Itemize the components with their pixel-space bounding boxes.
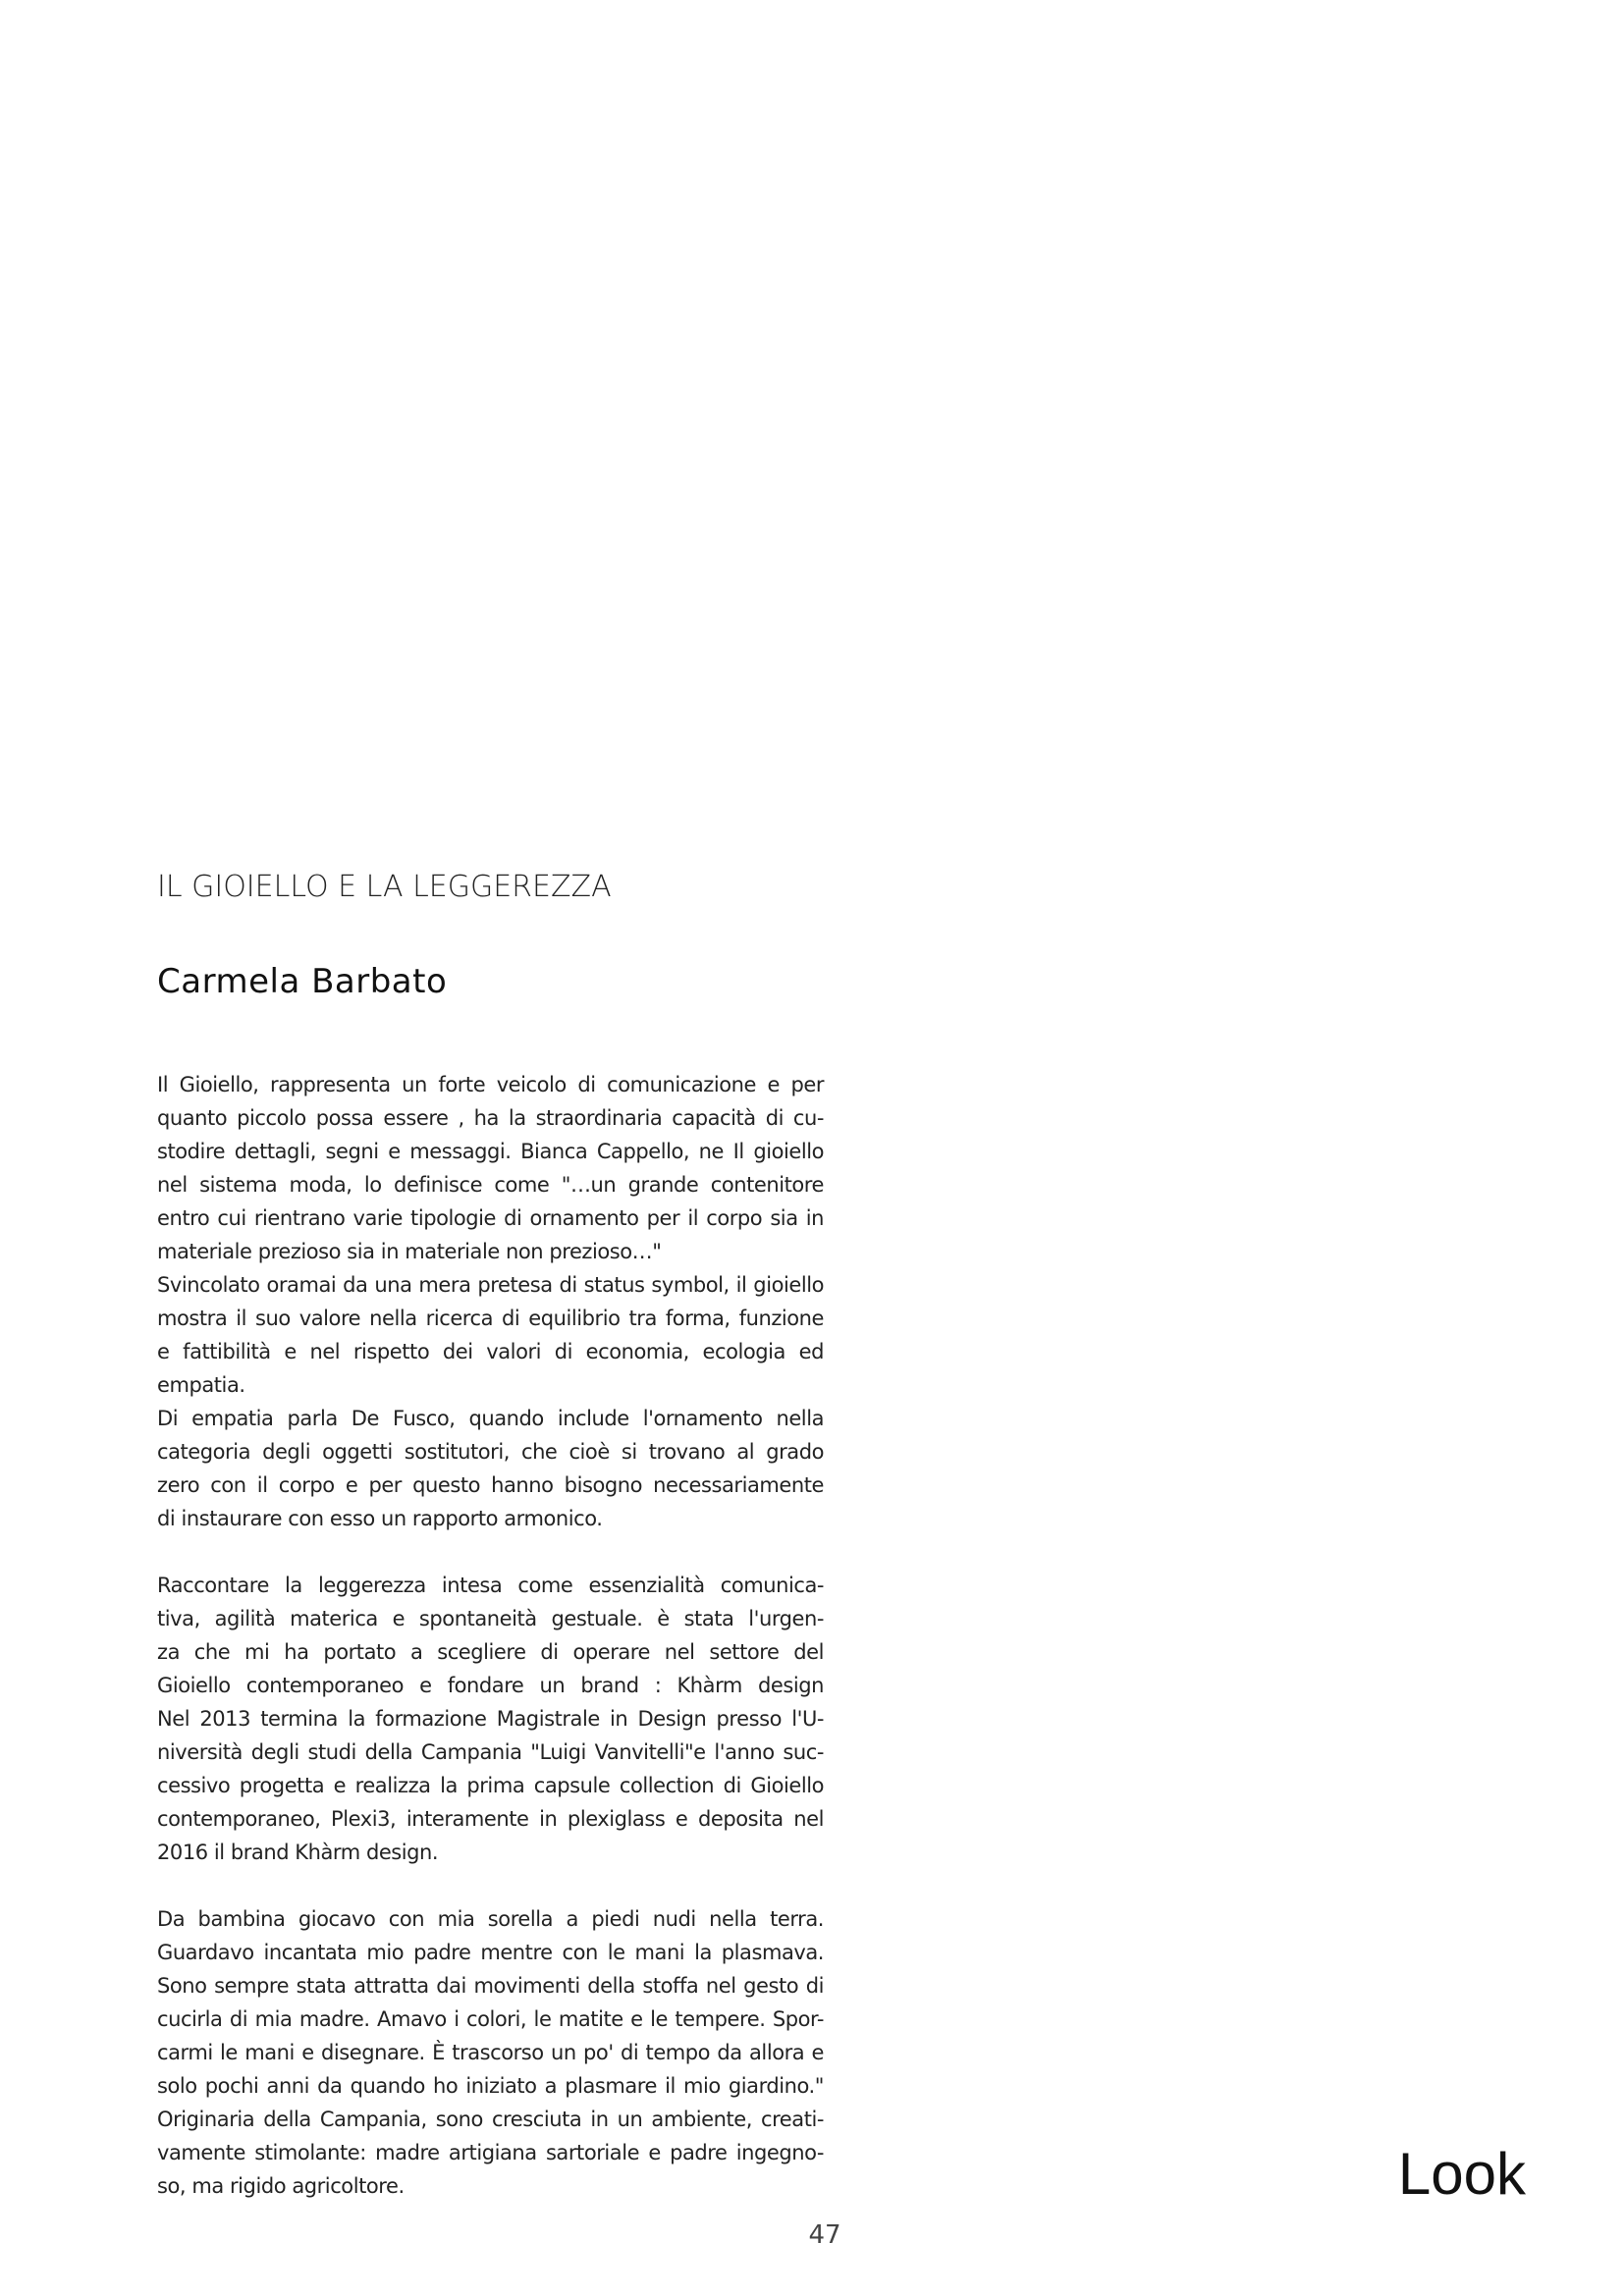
article-author: Carmela Barbato — [157, 962, 448, 1001]
text-line: Il Gioiello, rappresenta un forte veicolo di comunicazione e per — [157, 1073, 824, 1096]
text-line: entro cui rientrano varie tipologie di ornamento per il corpo sia in — [157, 1206, 824, 1230]
text-line: categoria degli oggetti sostitutori, che cioè si trovano al grado — [157, 1440, 824, 1464]
text-line: Nel 2013 termina la formazione Magistrale in Design presso l'U- — [157, 1707, 824, 1731]
text-line: mostra il suo valore nella ricerca di equilibrio tra forma, funzione — [157, 1307, 824, 1330]
text-line: carmi le mani e disegnare. È trascorso un po' di tempo da allora e — [157, 2041, 824, 2064]
text-line: Svincolato oramai da una mera pretesa di status symbol, il gioiello — [157, 1273, 824, 1297]
text-line: za che mi ha portato a scegliere di operare nel settore del — [157, 1640, 824, 1664]
text-line: cucirla di mia madre. Amavo i colori, le matite e le tempere. Spor- — [157, 2007, 824, 2031]
text-line: so, ma rigido agricoltore. — [157, 2174, 405, 2198]
text-line: zero con il corpo e per questo hanno bisogno necessariamente — [157, 1473, 824, 1497]
text-line: Originaria della Campania, sono cresciuta in un ambiente, creati- — [157, 2108, 824, 2131]
text-line: Gioiello contemporaneo e fondare un brand : Khàrm design — [157, 1674, 824, 1697]
text-line: tiva, agilità materica e spontaneità gestuale. è stata l'urgen- — [157, 1607, 824, 1630]
page-number: 47 — [808, 2220, 841, 2250]
text-line: e fattibilità e nel rispetto dei valori di economia, ecologia ed — [157, 1340, 824, 1363]
paragraph-2 — [157, 1569, 824, 1869]
text-line: Sono sempre stata attratta dai movimenti della stoffa nel gesto di — [157, 1974, 824, 1998]
text-line: cessivo progetta e realizza la prima capsule collection di Gioiello — [157, 1774, 824, 1797]
text-line: niversità degli studi della Campania "Luigi Vanvitelli"e l'anno suc- — [157, 1740, 824, 1764]
text-line: 2016 il brand Khàrm design. — [157, 1841, 439, 1864]
section-label: Look — [1397, 2141, 1526, 2207]
paragraph-1 — [157, 1068, 824, 1535]
paragraph-3 — [157, 1902, 824, 2203]
text-line: stodire dettagli, segni e messaggi. Bianca Cappello, ne Il gioiello — [157, 1140, 824, 1163]
article-body — [157, 1068, 824, 2236]
text-line: vamente stimolante: madre artigiana sartoriale e padre ingegno- — [157, 2141, 824, 2164]
text-line: materiale prezioso sia in materiale non prezioso…" — [157, 1240, 662, 1263]
text-line: quanto piccolo possa essere , ha la straordinaria capacità di cu- — [157, 1106, 824, 1130]
text-line: nel sistema moda, lo definisce come "…un grande contenitore — [157, 1173, 824, 1197]
text-line: Da bambina giocavo con mia sorella a piedi nudi nella terra. — [157, 1907, 824, 1931]
article-title: IL GIOIELLO E LA LEGGEREZZA — [157, 870, 612, 904]
text-line: Guardavo incantata mio padre mentre con le mani la plasmava. — [157, 1941, 824, 1964]
text-line: Raccontare la leggerezza intesa come essenzialità comunica- — [157, 1574, 824, 1597]
text-line: di instaurare con esso un rapporto armonico. — [157, 1507, 603, 1530]
text-line: solo pochi anni da quando ho iniziato a plasmare il mio giardino." — [157, 2074, 824, 2098]
text-line: empatia. — [157, 1373, 245, 1397]
text-line: Di empatia parla De Fusco, quando include l'ornamento nella — [157, 1407, 824, 1430]
text-line: contemporaneo, Plexi3, interamente in plexiglass e deposita nel — [157, 1807, 824, 1831]
